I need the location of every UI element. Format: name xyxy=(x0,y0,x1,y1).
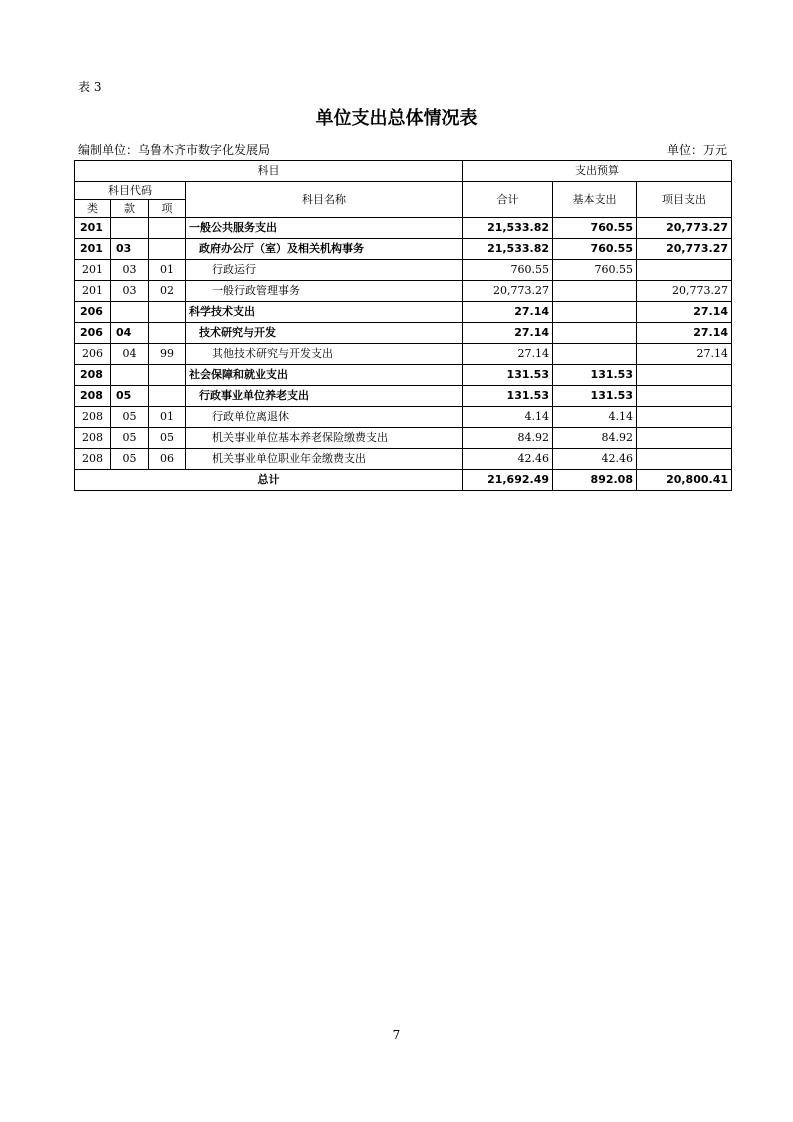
code-group-header: 科目代码 xyxy=(75,182,186,200)
total-cell: 20,773.27 xyxy=(463,281,553,302)
total-cell: 84.92 xyxy=(463,428,553,449)
basic-cell: 4.14 xyxy=(553,407,637,428)
kuan-cell: 03 xyxy=(111,239,149,260)
compiling-unit: 编制单位：乌鲁木齐市数字化发展局 xyxy=(78,143,271,157)
subject-name-cell: 行政单位离退休 xyxy=(186,407,463,428)
xiang-cell: 05 xyxy=(149,428,186,449)
basic-expenditure-header: 基本支出 xyxy=(553,182,637,218)
kuan-cell: 05 xyxy=(111,407,149,428)
lei-cell: 208 xyxy=(75,365,111,386)
page-title: 单位支出总体情况表 xyxy=(315,108,478,129)
project-cell: 20,800.41 xyxy=(637,470,732,491)
total-cell: 21,533.82 xyxy=(463,239,553,260)
kuan-cell: 05 xyxy=(111,449,149,470)
kuan-cell: 04 xyxy=(111,323,149,344)
basic-cell xyxy=(553,323,637,344)
xiang-cell: 01 xyxy=(149,260,186,281)
xiang-cell xyxy=(149,365,186,386)
basic-cell: 760.55 xyxy=(553,239,637,260)
table-row xyxy=(75,407,732,428)
kuan-cell xyxy=(111,365,149,386)
project-cell xyxy=(637,386,732,407)
table-row xyxy=(75,218,732,239)
xiang-cell xyxy=(149,386,186,407)
table-row xyxy=(75,260,732,281)
basic-cell: 760.55 xyxy=(553,218,637,239)
lei-header: 类 xyxy=(75,200,111,218)
xiang-cell xyxy=(149,218,186,239)
lei-cell: 201 xyxy=(75,239,111,260)
project-expenditure-header: 项目支出 xyxy=(637,182,732,218)
table-label: 表 3 xyxy=(78,80,102,94)
kuan-header: 款 xyxy=(111,200,149,218)
basic-cell: 892.08 xyxy=(553,470,637,491)
project-cell xyxy=(637,407,732,428)
subject-name-cell: 科学技术支出 xyxy=(186,302,463,323)
lei-cell: 206 xyxy=(75,344,111,365)
total-cell: 4.14 xyxy=(463,407,553,428)
xiang-cell: 02 xyxy=(149,281,186,302)
project-cell xyxy=(637,365,732,386)
subject-name-cell: 其他技术研究与开发支出 xyxy=(186,344,463,365)
total-cell: 21,533.82 xyxy=(463,218,553,239)
total-cell: 27.14 xyxy=(463,302,553,323)
budget-group-header: 支出预算 xyxy=(463,161,732,182)
project-cell xyxy=(637,428,732,449)
expenditure-table xyxy=(74,160,732,491)
table-row xyxy=(75,365,732,386)
subject-name-cell: 一般行政管理事务 xyxy=(186,281,463,302)
lei-cell: 201 xyxy=(75,218,111,239)
basic-cell xyxy=(553,344,637,365)
total-row xyxy=(75,470,732,491)
total-cell: 27.14 xyxy=(463,323,553,344)
subject-name-cell: 行政事业单位养老支出 xyxy=(186,386,463,407)
page-number: 7 xyxy=(392,1028,401,1042)
basic-cell: 131.53 xyxy=(553,386,637,407)
kuan-cell xyxy=(111,218,149,239)
kuan-cell: 04 xyxy=(111,344,149,365)
xiang-cell: 99 xyxy=(149,344,186,365)
xiang-cell xyxy=(149,323,186,344)
total-cell: 131.53 xyxy=(463,386,553,407)
project-cell: 27.14 xyxy=(637,344,732,365)
kuan-cell: 03 xyxy=(111,281,149,302)
lei-cell: 208 xyxy=(75,449,111,470)
xiang-cell xyxy=(149,302,186,323)
lei-cell: 208 xyxy=(75,428,111,449)
project-cell: 27.14 xyxy=(637,323,732,344)
table-row xyxy=(75,449,732,470)
subject-name-cell: 一般公共服务支出 xyxy=(186,218,463,239)
total-cell: 27.14 xyxy=(463,344,553,365)
lei-cell: 206 xyxy=(75,323,111,344)
subject-name-cell: 社会保障和就业支出 xyxy=(186,365,463,386)
project-cell: 20,773.27 xyxy=(637,218,732,239)
basic-cell xyxy=(553,302,637,323)
basic-cell xyxy=(553,281,637,302)
lei-cell: 208 xyxy=(75,386,111,407)
basic-cell: 131.53 xyxy=(553,365,637,386)
total-cell: 21,692.49 xyxy=(463,470,553,491)
kuan-cell: 05 xyxy=(111,386,149,407)
subject-name-header: 科目名称 xyxy=(186,182,463,218)
basic-cell: 760.55 xyxy=(553,260,637,281)
xiang-cell: 01 xyxy=(149,407,186,428)
basic-cell: 42.46 xyxy=(553,449,637,470)
kuan-cell: 05 xyxy=(111,428,149,449)
basic-cell: 84.92 xyxy=(553,428,637,449)
subject-name-cell: 机关事业单位职业年金缴费支出 xyxy=(186,449,463,470)
table-row xyxy=(75,323,732,344)
project-cell: 20,773.27 xyxy=(637,281,732,302)
lei-cell: 206 xyxy=(75,302,111,323)
xiang-header: 项 xyxy=(149,200,186,218)
total-cell: 42.46 xyxy=(463,449,553,470)
kuan-cell xyxy=(111,302,149,323)
table-row xyxy=(75,344,732,365)
lei-cell: 208 xyxy=(75,407,111,428)
total-row-label: 总计 xyxy=(75,470,463,491)
project-cell: 27.14 xyxy=(637,302,732,323)
xiang-cell xyxy=(149,239,186,260)
subject-name-cell: 政府办公厅（室）及相关机构事务 xyxy=(186,239,463,260)
subject-group-header: 科目 xyxy=(75,161,463,182)
currency-unit: 单位：万元 xyxy=(666,143,727,157)
total-cell: 131.53 xyxy=(463,365,553,386)
total-cell: 760.55 xyxy=(463,260,553,281)
xiang-cell: 06 xyxy=(149,449,186,470)
lei-cell: 201 xyxy=(75,260,111,281)
subject-name-cell: 行政运行 xyxy=(186,260,463,281)
lei-cell: 201 xyxy=(75,281,111,302)
project-cell xyxy=(637,260,732,281)
total-header: 合计 xyxy=(463,182,553,218)
table-row xyxy=(75,302,732,323)
table-row xyxy=(75,281,732,302)
subject-name-cell: 技术研究与开发 xyxy=(186,323,463,344)
table-row xyxy=(75,428,732,449)
subject-name-cell: 机关事业单位基本养老保险缴费支出 xyxy=(186,428,463,449)
table-row xyxy=(75,239,732,260)
project-cell: 20,773.27 xyxy=(637,239,732,260)
table-row xyxy=(75,386,732,407)
kuan-cell: 03 xyxy=(111,260,149,281)
project-cell xyxy=(637,449,732,470)
